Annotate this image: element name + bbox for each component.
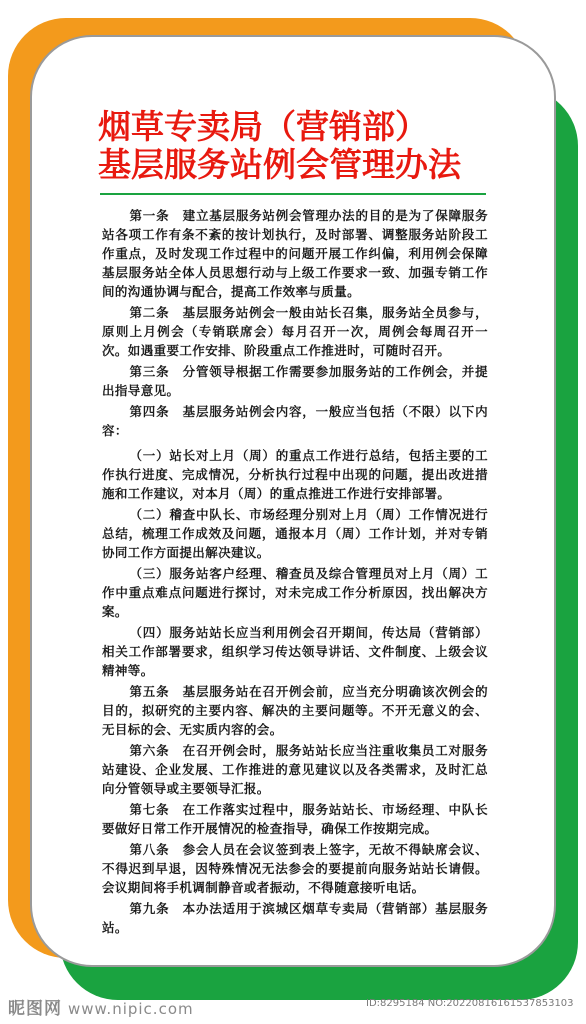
watermark-id: ID:8295184 NO:20220816161537853103	[366, 998, 574, 1009]
article-3: 第三条 分管领导根据工作需要参加服务站的工作例会，并提出指导意见。	[102, 364, 488, 398]
article-1: 第一条 建立基层服务站例会管理办法的目的是为了保障服务站各项工作有条不紊的按计划执行，及时部署、调整服务站阶段工作重点，及时发现工作过程中的问题开展工作纠偏，利用例会保障基层服务站全体人员思想行动与上级工作要求一致、加强专销工作间的沟通协调与配合，提高工作效率与质量。	[102, 208, 488, 299]
article-5: 第五条 基层服务站在召开例会前，应当充分明确该次例会的目的，拟研究的主要内容、解决的主要问题等。不开无意义的会、无目标的会、无实质内容的会。	[102, 684, 488, 737]
regulation-body	[102, 206, 488, 939]
article-8: 第八条 参会人员在会议签到表上签字，无故不得缺席会议、不得迟到早退，因特殊情况无法参会的要提前向服务站站长请假。会议期间将手机调制静音或者振动，不得随意接听电话。	[102, 842, 488, 895]
page-title	[98, 108, 518, 184]
article-7: 第七条 在工作落实过程中，服务站站长、市场经理、中队长要做好日常工作开展情况的检查指导，确保工作按期完成。	[102, 802, 488, 836]
article-2: 第二条 基层服务站例会一般由站长召集，服务站全员参与，原则上月例会（专销联席会）每月召开一次，周例会每周召开一次。如遇重要工作安排、阶段重点工作推进时，可随时召开。	[102, 305, 488, 358]
watermark-brand-name: 昵图网	[8, 999, 62, 1019]
article-4-item-1: （一）站长对上月（周）的重点工作进行总结，包括主要的工作执行进度、完成情况，分析执行过程中出现的问题，提出改进措施和工作建议，对本月（周）的重点推进工作进行安排部署。	[102, 448, 488, 501]
article-4-item-3: （三）服务站客户经理、稽查员及综合管理员对上月（周）工作中重点难点问题进行探讨，对未完成工作分析原因，找出解决方案。	[102, 566, 488, 619]
watermark-url: www.nipic.com	[68, 1000, 194, 1018]
article-6: 第六条 在召开例会时，服务站站长应当注重收集员工对服务站建设、企业发展、工作推进的意见建议以及各类需求，及时汇总向分管领导或主要领导汇报。	[102, 743, 488, 796]
title-line-1: 烟草专卖局（营销部）	[98, 107, 428, 146]
title-divider	[100, 193, 486, 195]
article-9: 第九条 本办法适用于滨城区烟草专卖局（营销部）基层服务站。	[102, 901, 488, 935]
article-4-item-4: （四）服务站站长应当利用例会召开期间，传达局（营销部）相关工作部署要求，组织学习传达领导讲话、文件制度、上级会议精神等。	[102, 625, 488, 678]
watermark-brand	[8, 994, 194, 1019]
title-line-2: 基层服务站例会管理办法	[98, 145, 461, 184]
article-4: 第四条 基层服务站例会内容，一般应当包括（不限）以下内容：	[102, 404, 488, 438]
article-4-item-2: （二）稽查中队长、市场经理分别对上月（周）工作情况进行总结，梳理工作成效及问题，通报本月（周）工作计划，并对专销协同工作方面提出解决建议。	[102, 507, 488, 560]
